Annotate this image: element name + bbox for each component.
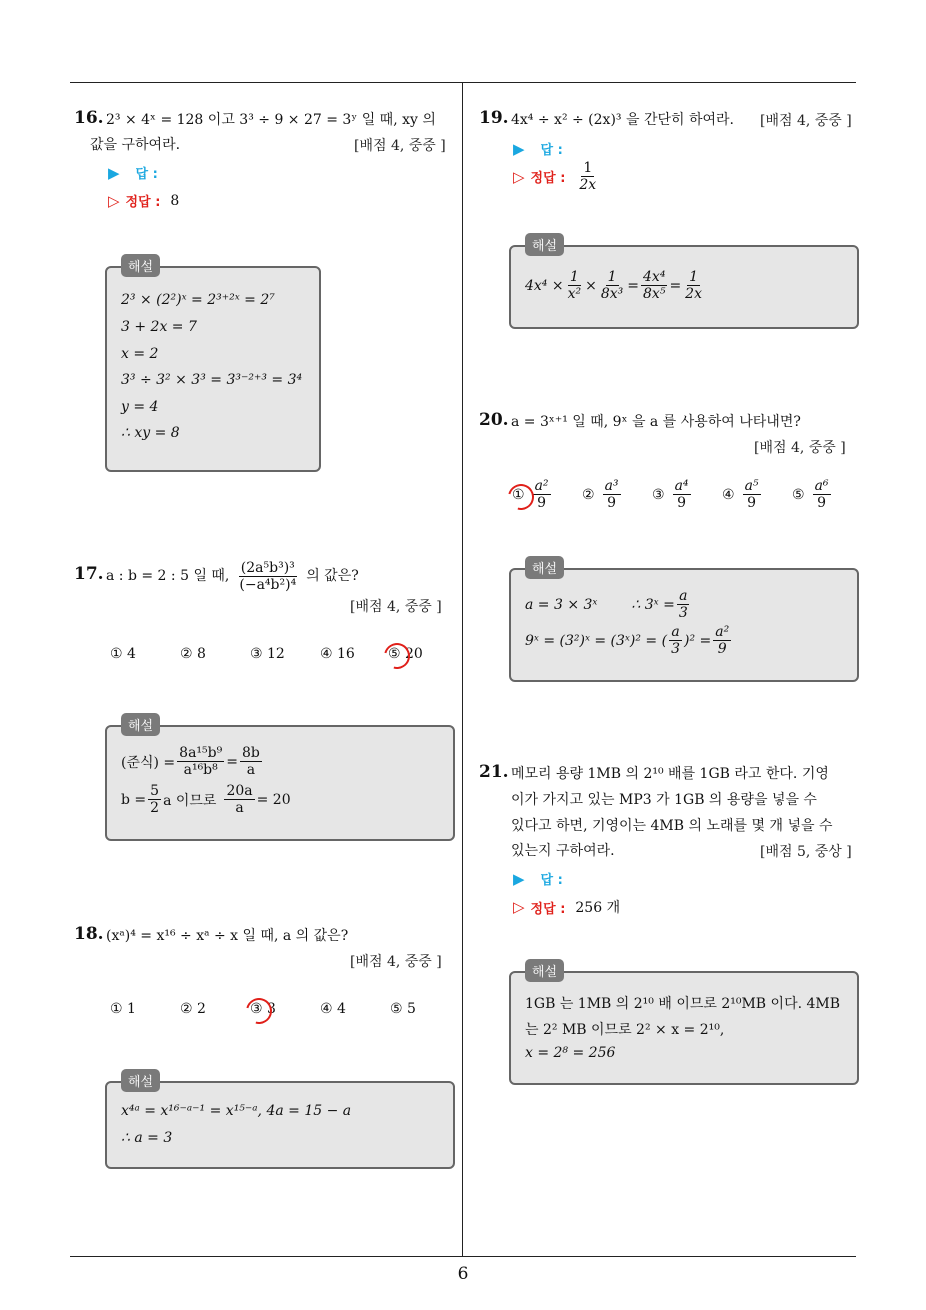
fraction-numerator: 8a¹⁵b⁹ — [179, 745, 223, 761]
score-meta: [배점 4, 중중 ] — [754, 440, 846, 456]
explanation-line — [525, 588, 692, 621]
fraction-numerator: a⁶ — [814, 478, 829, 494]
expl-text: )² = — [683, 632, 712, 649]
question-text: 2³ × 4ˣ = 128 이고 3³ ÷ 9 × 27 = 3ʸ 일 때, xy 의 — [106, 112, 436, 128]
correct-label: 정답 : — [530, 901, 566, 917]
correct-answer-fraction — [577, 160, 598, 193]
fraction-denominator: 2 — [150, 800, 160, 816]
expl-fraction — [224, 783, 254, 816]
explanation-tag: 해설 — [121, 713, 160, 736]
fraction-denominator: a — [235, 800, 244, 816]
choice-list — [512, 478, 852, 518]
fraction-numerator: 5 — [150, 783, 160, 799]
score-meta: [배점 4, 중중 ] — [354, 138, 446, 154]
fraction-numerator: 8b — [241, 745, 260, 761]
choice-2[interactable]: ② 8 — [180, 646, 206, 662]
answer-label: 답 : — [135, 167, 158, 182]
explanation-line — [525, 624, 733, 657]
fraction-denominator: 3 — [671, 641, 680, 657]
fraction-numerator: a — [671, 624, 680, 640]
expl-text: b = — [121, 791, 147, 808]
question-text — [106, 556, 359, 596]
fraction-denominator: 2x — [579, 177, 597, 193]
question-number: 17. — [74, 564, 104, 584]
fraction-numerator: a² — [715, 624, 730, 640]
fraction-denominator: 2x — [685, 286, 702, 302]
question-number: 19. — [479, 108, 509, 128]
fraction-numerator: (2a⁵b³)³ — [240, 559, 295, 576]
explanation-line: ∴ a = 3 — [121, 1130, 173, 1146]
explanation-line: 는 2² MB 이므로 2² × x = 2¹⁰, — [525, 1022, 725, 1038]
fraction-denominator: 9 — [717, 641, 727, 657]
explanation-line: 1GB 는 1MB 의 2¹⁰ 배 이므로 2¹⁰MB 이다. 4MB — [525, 996, 841, 1012]
explanation-line — [121, 783, 291, 816]
choice-fraction — [813, 478, 831, 511]
choice-3[interactable]: ③ 12 — [250, 646, 285, 662]
outline-triangle-icon: ▷ — [108, 191, 120, 210]
correct-answer-row — [108, 191, 179, 210]
expl-fraction — [669, 624, 682, 657]
expl-fraction — [683, 269, 704, 302]
expl-text: 4x⁴ × — [525, 277, 564, 294]
expl-text: a 이므로 — [163, 792, 217, 809]
choice-mark: ③ — [652, 486, 665, 503]
explanation-box — [509, 562, 859, 682]
score-meta: [배점 5, 중상 ] — [760, 844, 852, 860]
outline-triangle-icon: ▷ — [513, 167, 525, 186]
score-meta: [배점 4, 중중 ] — [350, 599, 442, 615]
question-text: 값을 구하여라. — [90, 137, 181, 153]
fraction-denominator: (−a⁴b²)⁴ — [239, 576, 297, 593]
equals-sign: = — [627, 277, 640, 294]
choice-mark: ② — [582, 486, 595, 503]
fraction-denominator: 9 — [677, 495, 686, 511]
fraction-denominator: 8x³ — [600, 286, 624, 302]
question-text: 있다고 하면, 기영이는 4MB 의 노래를 몇 개 넣을 수 — [511, 818, 833, 834]
correct-label: 정답 : — [125, 195, 161, 210]
equals-sign: = — [669, 277, 682, 294]
fraction-numerator: 1 — [689, 269, 699, 285]
explanation-line: 3³ ÷ 3² × 3³ = 3³⁻²⁺³ = 3⁴ — [121, 372, 303, 388]
question-number: 18. — [74, 924, 104, 944]
times-sign: × — [585, 277, 597, 294]
expl-text: 9ˣ = (3²)ˣ = (3ˣ)² = ( — [525, 632, 668, 649]
fraction-denominator: 8x⁵ — [643, 286, 666, 302]
explanation-line: x = 2 — [121, 346, 159, 362]
question-number: 20. — [479, 410, 509, 430]
bottom-rule — [70, 1256, 856, 1257]
choice-5[interactable] — [792, 478, 833, 511]
answer-row — [513, 139, 563, 158]
question-suffix: 의 값은? — [306, 568, 359, 584]
fraction-numerator: 1 — [583, 160, 593, 176]
expl-fraction — [641, 269, 667, 302]
correct-answer-value: 256 개 — [575, 900, 621, 916]
expl-fraction — [599, 269, 625, 302]
red-circle-mark — [241, 993, 277, 1029]
column-divider — [462, 82, 463, 1256]
fraction-numerator: a — [679, 588, 688, 604]
expl-text: ∴ 3ˣ = — [631, 596, 675, 613]
explanation-line: x⁴ᵃ = x¹⁶⁻ᵃ⁻¹ = x¹⁵⁻ᵃ, 4a = 15 − a — [121, 1103, 352, 1119]
answer-row — [513, 869, 563, 888]
choice-fraction — [743, 478, 761, 511]
correct-answer-row — [513, 160, 600, 193]
expl-fraction — [240, 745, 262, 778]
choice-mark: ④ — [722, 486, 735, 503]
choice-1[interactable]: ① 4 — [110, 646, 136, 662]
top-rule — [70, 82, 856, 83]
choice-fraction — [603, 478, 621, 511]
choice-fraction — [673, 478, 691, 511]
question-fraction — [237, 560, 298, 593]
outline-triangle-icon: ▷ — [513, 898, 525, 916]
question-text: 있는지 구하여라. — [511, 843, 615, 859]
choice-3[interactable]: ③ 3 — [250, 1001, 276, 1017]
correct-answer-row — [513, 897, 620, 917]
choice-mark: ⑤ — [792, 486, 805, 503]
choice-2[interactable] — [582, 478, 623, 511]
explanation-tag: 해설 — [121, 1069, 160, 1092]
explanation-box — [509, 965, 859, 1085]
explanation-tag: 해설 — [121, 254, 160, 277]
fraction-denominator: 3 — [678, 605, 688, 621]
fraction-numerator: 1 — [607, 269, 617, 285]
explanation-tag: 해설 — [525, 959, 564, 982]
answer-label: 답 : — [540, 873, 563, 888]
question-number: 21. — [479, 762, 509, 782]
fraction-numerator: 4x⁴ — [643, 269, 666, 285]
page-number: 6 — [457, 1264, 469, 1284]
choice-3[interactable] — [652, 478, 693, 511]
question-text: 메모리 용량 1MB 의 2¹⁰ 배를 1GB 라고 한다. 기영 — [511, 766, 829, 782]
fraction-denominator: 9 — [817, 495, 826, 511]
fraction-denominator: 9 — [747, 495, 756, 511]
expl-text: (준식) = — [121, 754, 176, 771]
answer-row — [108, 163, 158, 182]
fraction-denominator: x² — [567, 286, 582, 302]
fraction-denominator: 9 — [607, 495, 616, 511]
choice-1[interactable]: ① 1 — [110, 1001, 136, 1017]
score-meta: [배점 4, 중중 ] — [350, 954, 442, 970]
fraction-denominator: a¹⁶b⁸ — [183, 762, 218, 778]
choice-4[interactable]: ④ 16 — [320, 646, 355, 662]
explanation-tag: 해설 — [525, 233, 564, 256]
answer-label: 답 : — [540, 143, 563, 158]
question-number: 16. — [74, 108, 104, 128]
choice-2[interactable]: ② 2 — [180, 1001, 206, 1017]
question-text: a = 3ˣ⁺¹ 일 때, 9ˣ 을 a 를 사용하여 나타내면? — [511, 414, 801, 430]
explanation-tag: 해설 — [525, 556, 564, 579]
choice-fraction — [533, 478, 551, 511]
fraction-numerator: a⁴ — [674, 478, 689, 494]
explanation-line: y = 4 — [121, 399, 159, 415]
fraction-numerator: 1 — [569, 269, 579, 285]
score-meta: [배점 4, 중중 ] — [760, 113, 852, 129]
expl-fraction — [566, 269, 584, 302]
choice-5[interactable]: ⑤ 20 — [388, 646, 423, 662]
explanation-box — [105, 1075, 455, 1169]
choice-5[interactable]: ⑤ 5 — [390, 1001, 416, 1017]
choice-4[interactable]: ④ 4 — [320, 1001, 346, 1017]
fraction-numerator: a² — [534, 478, 549, 494]
expl-fraction — [148, 783, 161, 816]
question-text: 이가 가지고 있는 MP3 가 1GB 의 용량을 넣을 수 — [511, 792, 817, 808]
play-triangle-icon: ▶ — [513, 139, 525, 158]
expl-fraction — [177, 745, 224, 778]
fraction-numerator: a⁵ — [744, 478, 759, 494]
expl-text: = 20 — [256, 791, 291, 808]
explanation-line: 2³ × (2²)ˣ = 2³⁺²ˣ = 2⁷ — [121, 292, 275, 308]
equals-sign: = — [226, 753, 238, 770]
expl-fraction — [713, 624, 731, 657]
expl-text: a = 3 × 3ˣ — [525, 596, 598, 613]
question-text: (xᵃ)⁴ = x¹⁶ ÷ xᵃ ÷ x 일 때, a 의 값은? — [106, 928, 349, 944]
correct-answer-value: 8 — [170, 192, 180, 209]
play-triangle-icon: ▶ — [513, 869, 525, 888]
explanation-line: ∴ xy = 8 — [121, 425, 180, 441]
fraction-numerator: a³ — [604, 478, 619, 494]
red-circle-mark — [379, 638, 415, 674]
fraction-denominator: a — [246, 762, 256, 778]
explanation-line — [121, 745, 264, 778]
expl-fraction — [677, 588, 690, 621]
explanation-box — [509, 239, 859, 329]
explanation-box — [105, 260, 321, 472]
choice-mark: ① — [512, 486, 525, 503]
fraction-numerator: 20a — [226, 783, 253, 799]
question-text: 4x⁴ ÷ x² ÷ (2x)³ 을 간단히 하여라. — [511, 112, 734, 128]
explanation-box — [105, 719, 455, 841]
explanation-line — [525, 269, 706, 302]
choice-4[interactable] — [722, 478, 763, 511]
correct-label: 정답 : — [530, 171, 566, 186]
question-prefix: a : b = 2 : 5 일 때, — [106, 568, 230, 584]
fraction-denominator: 9 — [537, 495, 546, 511]
explanation-line: x = 2⁸ = 256 — [525, 1045, 616, 1061]
explanation-line: 3 + 2x = 7 — [121, 319, 197, 335]
play-triangle-icon: ▶ — [108, 163, 120, 182]
